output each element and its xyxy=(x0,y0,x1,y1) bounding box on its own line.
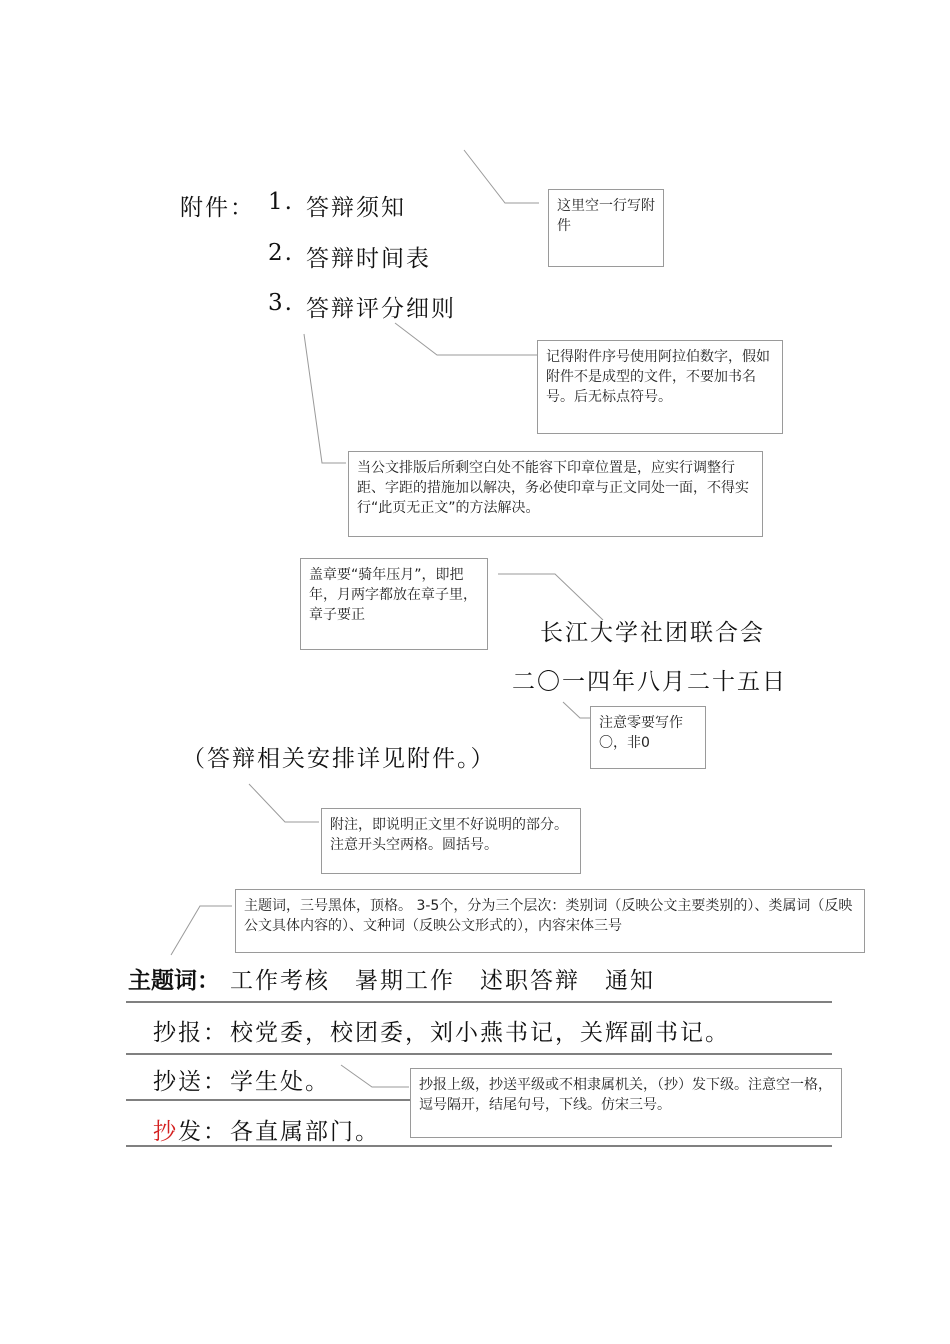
remark-text: （答辩相关安排详见附件。） xyxy=(182,746,496,772)
note-seal-rule-text: 盖章要“骑年压月”，即把年，月两字都放在章子里，章子要正 xyxy=(309,567,477,623)
attachment-item-1-num: 1. xyxy=(268,189,294,215)
note-numbering-text: 记得附件序号使用阿拉伯数字，假如附件不是成型的文件，不要加书名号。后无标点符号。 xyxy=(546,349,770,405)
divider-issue xyxy=(126,1145,832,1147)
send-value: 学生处。 xyxy=(230,1069,330,1095)
note-zero-rule-text: 注意零要写作〇，非0 xyxy=(599,715,683,751)
attachment-item-2-num: 2. xyxy=(268,240,294,266)
note-blank-line xyxy=(548,189,664,267)
note-seal-layout xyxy=(348,451,763,537)
note-copy-rule-text: 抄报上级，抄送平级或不相隶属机关，（抄）发下级。注意空一格，逗号隔开，结尾句号，下线。仿宋三号。 xyxy=(419,1077,832,1113)
report-value: 校党委，校团委，刘小燕书记，关辉副书记。 xyxy=(230,1020,730,1046)
divider-send xyxy=(126,1099,426,1101)
note-seal-rule xyxy=(300,558,488,650)
keywords-label: 主题词： xyxy=(128,968,220,994)
attachment-item-2: 答辩时间表 xyxy=(306,246,431,272)
attachment-item-3: 答辩评分细则 xyxy=(306,296,456,322)
attachment-label: 附件： xyxy=(180,195,255,221)
issue-label xyxy=(153,1113,228,1146)
note-blank-line-text: 这里空一行写附件 xyxy=(557,198,655,234)
send-label: 抄送： xyxy=(153,1069,228,1095)
note-keyword-rule-text: 主题词，三号黑体，顶格。 3-5个，分为三个层次：类别词（反映公文主要类别的）、类属词（反映公文具体内容的）、文种词（反映公文形式的），内容宋体三号 xyxy=(244,898,853,934)
note-zero-rule xyxy=(590,706,706,769)
attachment-item-1: 答辩须知 xyxy=(306,195,406,221)
note-seal-layout-text: 当公文排版后所剩空白处不能容下印章位置是，应实行调整行距、字距的措施加以解决，务必使印章与正文同处一面，不得实行“此页无正文”的方法解决。 xyxy=(357,460,749,516)
note-remark-rule xyxy=(321,808,581,874)
issue-value: 各直属部门。 xyxy=(230,1119,380,1145)
issue-label-rest: 发： xyxy=(178,1119,228,1145)
keywords-value: 工作考核 暑期工作 述职答辩 通知 xyxy=(230,968,655,994)
note-remark-rule-text: 附注，即说明正文里不好说明的部分。注意开头空两格。圆括号。 xyxy=(330,817,568,853)
report-label: 抄报： xyxy=(153,1020,228,1046)
note-keyword-rule xyxy=(235,889,865,953)
divider-keywords xyxy=(126,1001,832,1003)
issue-label-red: 抄 xyxy=(153,1119,178,1145)
signature-org: 长江大学社团联合会 xyxy=(540,620,765,646)
divider-report xyxy=(126,1053,832,1055)
attachment-item-3-num: 3. xyxy=(268,290,294,316)
note-copy-rule xyxy=(410,1068,842,1138)
signature-date: 二〇一四年八月二十五日 xyxy=(512,669,787,695)
note-numbering xyxy=(537,340,783,434)
